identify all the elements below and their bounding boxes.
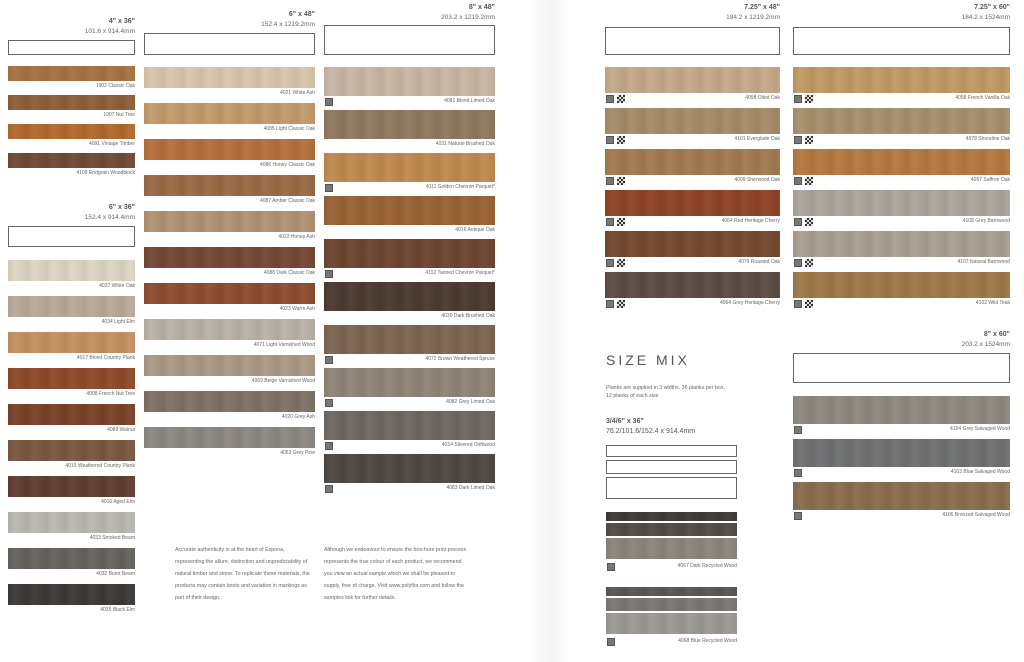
wood-swatch [8, 404, 135, 425]
tile-format-icon [617, 95, 625, 103]
size-title: 6" x 48" [288, 11, 315, 18]
plank-format-icon [606, 136, 614, 144]
size-header-6x48 [230, 10, 315, 30]
swatch-label: 4014 Silvered Driftwood [441, 442, 495, 448]
swatch-label: 4017 Blond Country Plank [76, 355, 135, 361]
wood-swatch [8, 66, 135, 81]
size-header-4x36 [60, 17, 135, 37]
wood-swatch [8, 332, 135, 353]
plank-format-icon [794, 259, 802, 267]
swatch-label: 4058 French Vanilla Oak [955, 95, 1010, 101]
wood-swatch [605, 272, 780, 298]
size-mix-title: SIZE MIX [606, 352, 690, 368]
wood-swatch [605, 231, 780, 257]
wood-swatch [606, 613, 737, 634]
plank-format-icon [794, 95, 802, 103]
wood-swatch [793, 190, 1010, 216]
swatch-label: 4057 Saffron Oak [970, 177, 1010, 183]
wood-swatch [793, 108, 1010, 134]
wood-swatch [606, 523, 737, 536]
swatch-label: 4104 Grey Salvaged Wood [950, 426, 1010, 432]
swatch-label: 4083 Dark Limed Oak [446, 485, 495, 491]
wood-swatch [144, 139, 315, 160]
wood-swatch [324, 153, 495, 182]
tile-format-icon [805, 300, 813, 308]
swatch-label: 4020 Grey Ash [281, 414, 315, 420]
plank-format-icon [325, 356, 333, 364]
wood-swatch [606, 598, 737, 611]
wood-swatch [605, 67, 780, 93]
swatch-label: 4035 Black Elm [100, 607, 135, 613]
swatch-box [606, 477, 737, 499]
wood-swatch [793, 272, 1010, 298]
swatch-label: 4109 Endgrain Woodblock [76, 170, 135, 176]
size-title: 8" x 48" [468, 4, 495, 11]
size-title: 6" x 36" [108, 204, 135, 211]
swatch-label: 4106 Bronzed Salvaged Wood [942, 512, 1010, 518]
swatch-label: 4082 Grey Limed Oak [446, 399, 495, 405]
swatch-label: 4016 Aged Elm [101, 499, 135, 505]
wood-swatch [144, 247, 315, 268]
swatch-label: 4112 Tanned Chevron Parquet* [425, 270, 495, 276]
wood-swatch [324, 67, 495, 96]
wood-swatch [8, 368, 135, 389]
plank-format-icon [794, 512, 802, 520]
wood-swatch [144, 427, 315, 448]
plank-format-icon [606, 300, 614, 308]
swatch-label: 4078 Shoreline Oak [965, 136, 1010, 142]
swatch-label: 4069 Beige Varnished Wood [251, 378, 315, 384]
swatch-label: 4079 Roasted Oak [738, 259, 780, 265]
swatch-label: 4086 Honey Classic Oak [259, 162, 315, 168]
swatch-label: 4108 Grey Barnwood [962, 218, 1010, 224]
swatch-label: 4087 Amber Classic Oak [259, 198, 315, 204]
swatch-label: 1907 Nut Tree [103, 112, 135, 118]
wood-swatch [144, 355, 315, 376]
plank-format-icon [794, 177, 802, 185]
swatch-label: 4091 Vintage Timber [88, 141, 135, 147]
wood-swatch [793, 396, 1010, 424]
tile-format-icon [617, 300, 625, 308]
plank-format-icon [794, 469, 802, 477]
wood-swatch [144, 319, 315, 340]
plank-format-icon [325, 442, 333, 450]
wood-swatch [324, 411, 495, 440]
size-mix-note: Planks are supplied in 3 widths, 36 planks per box, 12 planks of each size [606, 385, 725, 399]
plank-format-icon [794, 136, 802, 144]
wood-swatch [606, 587, 737, 596]
swatch-label: 4030 Dark Brushed Oak [441, 313, 495, 319]
tile-format-icon [805, 177, 813, 185]
page-gutter [530, 0, 570, 662]
plank-format-icon [606, 259, 614, 267]
tile-format-icon [805, 136, 813, 144]
wood-swatch [8, 95, 135, 110]
size-title: 7.25" x 48" [744, 4, 780, 11]
tile-format-icon [617, 136, 625, 144]
swatch-label: 4031 Natural Brushed Oak [435, 141, 495, 147]
wood-swatch [144, 391, 315, 412]
swatch-box [793, 353, 1010, 383]
wood-swatch [324, 239, 495, 268]
swatch-label: 4064 Red Heritage Cherry [721, 218, 780, 224]
wood-swatch [793, 231, 1010, 257]
swatch-label: 4099 Sherwood Oak [734, 177, 780, 183]
plank-format-icon [325, 98, 333, 106]
wood-swatch [324, 282, 495, 311]
size-header-725x48 [690, 3, 780, 23]
plank-format-icon [794, 300, 802, 308]
swatch-label: 4071 Light Varnished Wood [253, 342, 315, 348]
swatch-label: 4107 Natural Barnwood [957, 259, 1010, 265]
swatch-label: 4021 White Ash [279, 90, 315, 96]
swatch-label: 4019 Weathered Country Plank [65, 463, 135, 469]
wood-swatch [8, 584, 135, 605]
sample-paragraph: Although we endeavour to ensure the brochure print process represents the true colour of each product, we recommend you view an actual sample which we shall be pleased to supply, free of charge. Visit www.polyflor.com and follow the samples link for further details. [324, 547, 467, 601]
swatch-box [8, 40, 135, 55]
swatch-box [324, 25, 495, 55]
size-header-725x60 [910, 3, 1010, 23]
swatch-label: 4072 Brown Weathered Spruce [425, 356, 495, 362]
tile-format-icon [805, 95, 813, 103]
wood-swatch [606, 512, 737, 521]
swatch-label: 4098 Oiled Oak [745, 95, 780, 101]
plank-format-icon [325, 399, 333, 407]
swatch-label: 4081 Blond Limed Oak [444, 98, 495, 104]
size-title: 7.25" x 60" [974, 4, 1010, 11]
swatch-label: 4037 White Oak [99, 283, 135, 289]
size-mm: 101.6 x 914.4mm [84, 28, 135, 35]
wood-swatch [8, 296, 135, 317]
wood-swatch [144, 211, 315, 232]
plank-format-icon [606, 177, 614, 185]
wood-swatch [605, 149, 780, 175]
authenticity-paragraph: Accurate authenticity is at the heart of Expona, representing the allure, distinction and unpredictability of natural timber and stone. To replicate these materials, the products may contain knots and variation in markings as part of their design. [175, 547, 310, 601]
swatch-label: 4103 Blue Salvaged Wood [950, 469, 1010, 475]
swatch-box [606, 460, 737, 474]
swatch-label: 4008 French Nut Tree [86, 391, 135, 397]
swatch-box [606, 445, 737, 457]
wood-swatch [605, 190, 780, 216]
swatch-label: 1902 Classic Oak [95, 83, 135, 89]
wood-swatch [8, 440, 135, 461]
wood-swatch [324, 325, 495, 354]
wood-swatch [324, 368, 495, 397]
swatch-label: 4088 Dark Classic Oak [263, 270, 315, 276]
wood-swatch [144, 103, 315, 124]
plank-format-icon [607, 563, 615, 571]
size-header-8x48 [400, 3, 495, 23]
plank-format-icon [607, 638, 615, 646]
tile-format-icon [617, 218, 625, 226]
swatch-label: 4032 Burnt Beam [96, 571, 135, 577]
tile-format-icon [805, 259, 813, 267]
swatch-label: 4016 Antique Oak [455, 227, 495, 233]
wood-swatch [144, 283, 315, 304]
swatch-label: 4023 Warm Ash [279, 306, 315, 312]
swatch-box [793, 27, 1010, 55]
swatch-label: 4111 Golden Chevron Parquet* [425, 184, 495, 190]
plank-format-icon [794, 218, 802, 226]
plank-format-icon [325, 270, 333, 278]
size-mm: 152.4 x 1219.2mm [261, 21, 315, 28]
size-mm: 203.2 x 1524mm [961, 341, 1010, 348]
wood-swatch [8, 476, 135, 497]
wood-swatch [324, 110, 495, 139]
size-mm: 184.2 x 1524mm [961, 14, 1010, 21]
size-header-8x60 [910, 330, 1010, 350]
size-title: 8" x 60" [983, 331, 1010, 338]
plank-format-icon [606, 95, 614, 103]
wood-swatch [324, 454, 495, 483]
swatch-label: 4085 Light Classic Oak [263, 126, 315, 132]
swatch-label: 4101 Everglade Oak [734, 136, 780, 142]
size-title: 4" x 36" [108, 18, 135, 25]
swatch-label: 4022 Honey Ash [278, 234, 315, 240]
swatch-label: 4068 Blue Recycled Wood [678, 638, 737, 644]
wood-swatch [8, 124, 135, 139]
swatch-label: 4033 Smoked Beam [89, 535, 135, 541]
size-mix-size: 3/4/6" x 36" [606, 418, 644, 425]
wood-swatch [144, 67, 315, 88]
tile-format-icon [617, 177, 625, 185]
tile-format-icon [617, 259, 625, 267]
size-mm: 152.4 x 914.4mm [84, 214, 135, 221]
size-mm: 184.2 x 1219.2mm [726, 14, 780, 21]
swatch-box [605, 27, 780, 55]
wood-swatch [793, 482, 1010, 510]
wood-swatch [144, 175, 315, 196]
wood-swatch [8, 260, 135, 281]
swatch-label: 4067 Dark Recycled Wood [677, 563, 737, 569]
wood-swatch [793, 67, 1010, 93]
wood-swatch [324, 196, 495, 225]
swatch-label: 4102 Wild Teak [975, 300, 1010, 306]
swatch-label: 4064 Grey Heritage Cherry [719, 300, 780, 306]
tile-format-icon [805, 218, 813, 226]
swatch-label: 4063 Grey Pine [280, 450, 315, 456]
swatch-label: 4089 Walnut [107, 427, 135, 433]
plank-format-icon [794, 426, 802, 434]
wood-swatch [606, 538, 737, 559]
wood-swatch [8, 548, 135, 569]
wood-swatch [605, 108, 780, 134]
swatch-box [144, 33, 315, 55]
plank-format-icon [606, 218, 614, 226]
size-mm: 203.2 x 1219.2mm [441, 14, 495, 21]
size-mix-header [606, 417, 736, 437]
wood-swatch [793, 149, 1010, 175]
wood-swatch [8, 153, 135, 168]
swatch-label: 4034 Light Elm [101, 319, 135, 325]
swatch-box [8, 226, 135, 247]
size-mix-mm: 76.2/101.6/152.4 x 914.4mm [606, 428, 696, 435]
wood-swatch [8, 512, 135, 533]
size-header-6x36 [60, 203, 135, 223]
plank-format-icon [325, 184, 333, 192]
wood-swatch [793, 439, 1010, 467]
plank-format-icon [325, 485, 333, 493]
